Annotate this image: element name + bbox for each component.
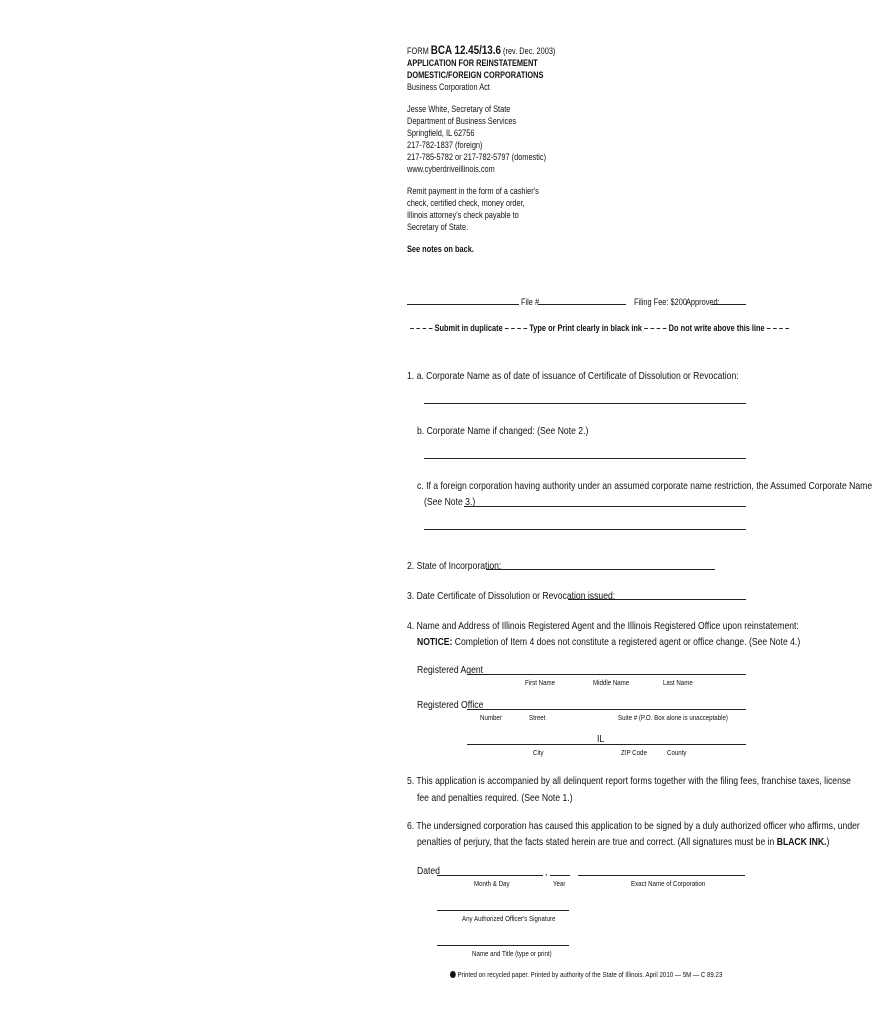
registered-agent-label: Registered Agent [417,664,484,676]
footer-text: Printed on recycled paper. Printed by authority of the State of Illinois. April 2010 — 5M — C 89.23 [455,970,723,979]
county-caption: County [667,748,687,757]
footer [450,970,722,979]
city-caption: City [533,748,544,757]
dissolution-date-field[interactable] [568,599,746,600]
notice-label: NOTICE: [417,636,453,648]
month-day-field[interactable] [437,875,543,876]
name-title-field[interactable] [437,945,569,946]
remit-line: check, certified check, money order, [407,198,525,208]
remit-line: Illinois attorney's check payable to [407,210,519,220]
black-ink-text: BLACK INK. [776,836,827,848]
year-field[interactable] [550,875,570,876]
form-number: BCA 12.45/13.6 [430,43,501,57]
form-title-1: APPLICATION FOR REINSTATEMENT [407,58,538,68]
instruction-banner: – – – – Submit in duplicate – – – – Type or Print clearly in black ink – – – – Do not write above this line – – – – [410,323,790,333]
office-blank-line[interactable] [407,304,519,305]
item-4-label: 4. Name and Address of Illinois Registered Agent and the Illinois Registered Office upon reinstatement: [407,620,799,632]
officer-signature-caption: Any Authorized Officer's Signature [462,914,556,923]
address-line: Department of Business Services [407,116,517,126]
assumed-name-field[interactable] [464,506,746,507]
item-6-label: 6. The undersigned corporation has caused this application to be signed by a duly authorized officer who affirms, under [407,820,860,832]
item-5-label: 5. This application is accompanied by all delinquent report forms together with the filing fees, franchise taxes, license [407,775,851,787]
item-1c-label: c. If a foreign corporation having authority under an assumed corporate name restriction, the Assumed Corporate Name [417,480,872,492]
item-6-close: ) [826,836,830,848]
item-3-label: 3. Date Certificate of Dissolution or Revocation issued: [407,590,616,602]
address-line: Springfield, IL 62756 [407,128,475,138]
item-6-text: penalties of perjury, that the facts stated herein are true and correct. (All signatures must be in [417,836,777,848]
form-revision: (rev. Dec. 2003) [500,46,556,56]
item-2-label: 2. State of Incorporation: [407,560,502,572]
approved-label: Approved: [686,297,720,307]
notice-text: Completion of Item 4 does not constitute a registered agent or office change. (See Note 4.) [452,636,801,648]
assumed-name-field-2[interactable] [424,529,746,530]
zip-caption: ZIP Code [621,748,647,757]
street-caption: Street [529,713,546,722]
corporate-name-field[interactable] [424,403,746,404]
item-4-notice [417,634,800,650]
item-1a-label: 1. a. Corporate Name as of date of issuance of Certificate of Dissolution or Revocation: [407,370,739,382]
city-zip-county-field[interactable] [467,744,746,745]
form-act: Business Corporation Act [407,82,490,92]
year-caption: Year [553,879,566,888]
dated-label: Dated [417,865,440,877]
changed-name-field[interactable] [424,458,746,459]
form-title-2: DOMESTIC/FOREIGN CORPORATIONS [407,70,544,80]
filing-fee-label: Filing Fee: $200 [634,297,687,307]
website-link: www.cyberdriveillinois.com [407,164,495,174]
item-5-line2: fee and penalties required. (See Note 1.) [417,792,573,804]
see-notes: See notes on back. [407,244,474,254]
date-comma: , [545,866,548,878]
form-id-line [407,44,555,57]
suite-caption: Suite # (P.O. Box alone is unacceptable) [618,713,728,722]
registered-office-field[interactable] [467,709,746,710]
form-prefix: FORM [407,46,431,56]
item-6-line2 [417,834,829,850]
corporation-name-caption: Exact Name of Corporation [631,879,706,888]
number-caption: Number [480,713,502,722]
middle-name-caption: Middle Name [593,678,630,687]
officer-signature-field[interactable] [437,910,569,911]
corporation-name-field[interactable] [578,875,745,876]
state-value: IL [597,733,605,745]
state-of-incorporation-field[interactable] [486,569,715,570]
registered-office-label: Registered Office [417,699,484,711]
first-name-caption: First Name [525,678,556,687]
approved-line[interactable] [712,304,746,305]
last-name-caption: Last Name [663,678,693,687]
registered-agent-field[interactable] [467,674,746,675]
form-header [407,44,555,255]
item-1c-note: (See Note 3.) [424,496,476,508]
item-1b-label: b. Corporate Name if changed: (See Note 2.) [417,425,589,437]
remit-line: Remit payment in the form of a cashier's [407,186,539,196]
address-line: 217-785-5782 or 217-782-5797 (domestic) [407,152,547,162]
file-number-label: File # [521,297,540,307]
address-line: 217-782-1837 (foreign) [407,140,483,150]
address-line: Jesse White, Secretary of State [407,104,511,114]
remit-line: Secretary of State. [407,222,469,232]
name-title-caption: Name and Title (type or print) [472,949,552,958]
month-day-caption: Month & Day [474,879,510,888]
file-number-line[interactable] [538,304,626,305]
